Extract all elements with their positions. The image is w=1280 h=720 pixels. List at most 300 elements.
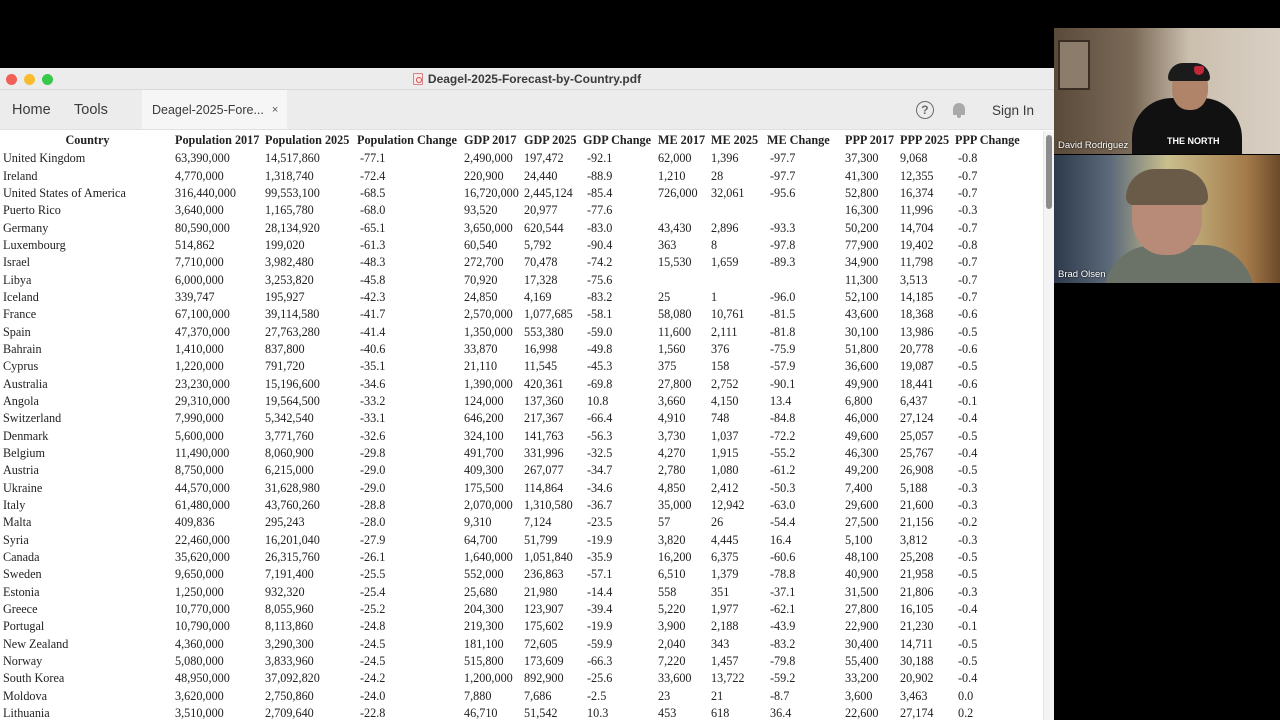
value-cell: 1,350,000 (464, 324, 513, 339)
value-cell: 1 (711, 289, 718, 304)
value-cell: 3,510,000 (175, 706, 224, 720)
value-cell: 3,650,000 (464, 220, 513, 235)
country-cell: Portugal (3, 619, 45, 634)
value-cell: -90.4 (587, 237, 613, 252)
value-cell: 14,704 (900, 220, 934, 235)
value-cell: 7,990,000 (175, 411, 224, 426)
table-row (0, 202, 1035, 219)
value-cell: 5,220 (658, 602, 686, 617)
value-cell: -35.9 (587, 550, 613, 565)
value-cell: 31,628,980 (265, 480, 320, 495)
value-cell (658, 271, 711, 288)
value-cell: 0.0 (958, 688, 974, 703)
country-cell: Syria (3, 532, 29, 547)
value-cell: 21,600 (900, 498, 934, 513)
value-cell: -0.5 (958, 428, 978, 443)
pdf-viewer-window (0, 68, 1054, 720)
value-cell: 420,361 (524, 376, 564, 391)
value-cell: -66.3 (587, 654, 613, 669)
value-cell: -83.0 (587, 220, 613, 235)
value-cell: 646,200 (464, 411, 504, 426)
value-cell: 1,200,000 (464, 671, 513, 686)
country-cell: Puerto Rico (3, 203, 61, 218)
value-cell: 552,000 (464, 567, 504, 582)
value-cell: -32.5 (587, 446, 613, 461)
value-cell: -88.9 (587, 168, 613, 183)
value-cell: -0.5 (958, 636, 978, 651)
value-cell: -0.3 (958, 584, 978, 599)
maximize-window-button[interactable] (42, 74, 53, 85)
country-cell: Norway (3, 654, 43, 669)
forecast-table (0, 131, 1035, 720)
value-cell: 726,000 (658, 185, 698, 200)
sign-in-button[interactable]: Sign In (991, 102, 1034, 118)
value-cell: -24.5 (360, 636, 386, 651)
value-cell: 217,367 (524, 411, 564, 426)
value-cell: 5,100 (845, 532, 873, 547)
value-cell: 37,300 (845, 151, 879, 166)
value-cell: -0.7 (958, 255, 978, 270)
value-cell: 57 (658, 515, 671, 530)
value-cell: 25,680 (464, 584, 498, 599)
value-cell: 4,150 (711, 393, 739, 408)
value-cell: 51,542 (524, 706, 558, 720)
value-cell: 14,185 (900, 289, 934, 304)
value-cell: 515,800 (464, 654, 504, 669)
value-cell: 1,457 (711, 654, 739, 669)
value-cell: 173,609 (524, 654, 564, 669)
value-cell: -0.3 (958, 532, 978, 547)
value-cell: -28.0 (360, 515, 386, 530)
value-cell: 48,950,000 (175, 671, 230, 686)
value-cell: 3,820 (658, 532, 686, 547)
value-cell: 46,710 (464, 706, 498, 720)
value-cell: -0.5 (958, 654, 978, 669)
value-cell: -57.9 (770, 359, 796, 374)
value-cell: 837,800 (265, 341, 305, 356)
value-cell: 514,862 (175, 237, 215, 252)
value-cell: 4,445 (711, 532, 739, 547)
value-cell: 7,686 (524, 688, 552, 703)
value-cell: 14,517,860 (265, 151, 320, 166)
value-cell: 7,710,000 (175, 255, 224, 270)
column-header: ME 2025 (711, 133, 759, 147)
value-cell: 375 (658, 359, 677, 374)
table-row (0, 705, 1035, 720)
value-cell: 27,124 (900, 411, 934, 426)
tools-tab[interactable]: Tools (74, 101, 108, 118)
value-cell: 13,986 (900, 324, 934, 339)
value-cell: 331,996 (524, 446, 564, 461)
value-cell: 25,208 (900, 550, 934, 565)
scrollbar-thumb[interactable] (1046, 135, 1052, 209)
value-cell: 267,077 (524, 463, 564, 478)
value-cell: -0.4 (958, 411, 978, 426)
value-cell: 1,379 (711, 567, 739, 582)
value-cell: -34.7 (587, 463, 613, 478)
value-cell: -43.9 (770, 619, 796, 634)
country-cell: Angola (3, 393, 39, 408)
table-row (0, 670, 1035, 687)
country-cell: Ireland (3, 168, 38, 183)
country-cell: Lithuania (3, 706, 50, 720)
country-cell: Luxembourg (3, 237, 66, 252)
value-cell: -72.4 (360, 168, 386, 183)
country-cell: Moldova (3, 688, 48, 703)
value-cell: 1,915 (711, 446, 739, 461)
value-cell: 26 (711, 515, 724, 530)
notification-bell-icon[interactable] (952, 102, 966, 118)
value-cell: -25.2 (360, 602, 386, 617)
toolbar-right (916, 90, 1034, 130)
value-cell: -34.6 (587, 480, 613, 495)
value-cell: 1,165,780 (265, 203, 314, 218)
value-cell: 14,711 (900, 636, 934, 651)
help-icon[interactable]: ? (916, 101, 934, 119)
value-cell: -28.8 (360, 498, 386, 513)
value-cell: 21,958 (900, 567, 934, 582)
value-cell: -0.5 (958, 550, 978, 565)
value-cell: 2,896 (711, 220, 739, 235)
value-cell: 52,100 (845, 289, 879, 304)
column-header: ME Change (767, 133, 830, 147)
value-cell: 2,752 (711, 376, 739, 391)
shirt-text: THE NORTH (1167, 136, 1220, 146)
value-cell: -74.2 (587, 255, 613, 270)
value-cell: 49,200 (845, 463, 879, 478)
close-window-button[interactable] (6, 74, 17, 85)
value-cell: -36.7 (587, 498, 613, 513)
value-cell: 0.2 (958, 706, 974, 720)
value-cell (711, 202, 767, 219)
value-cell: -37.1 (770, 584, 796, 599)
country-cell: United Kingdom (3, 151, 86, 166)
value-cell: -75.9 (770, 341, 796, 356)
value-cell: 25,767 (900, 446, 934, 461)
column-header: ME 2017 (658, 133, 706, 147)
country-cell: Bahrain (3, 341, 42, 356)
value-cell: 12,355 (900, 168, 934, 183)
country-cell: Israel (3, 255, 31, 270)
value-cell: 93,520 (464, 203, 498, 218)
value-cell: -49.8 (587, 341, 613, 356)
value-cell: 1,220,000 (175, 359, 224, 374)
country-cell: New Zealand (3, 636, 69, 651)
country-cell: Malta (3, 515, 32, 530)
value-cell: 19,087 (900, 359, 934, 374)
value-cell (767, 202, 845, 219)
window-title (413, 72, 641, 86)
bell-clapper (957, 115, 961, 118)
value-cell: -83.2 (587, 289, 613, 304)
value-cell: -55.2 (770, 446, 796, 461)
minimize-window-button[interactable] (24, 74, 35, 85)
value-cell: 195,927 (265, 289, 305, 304)
participant-tile (1054, 28, 1280, 154)
value-cell: 16,374 (900, 185, 934, 200)
participant-hair (1126, 169, 1208, 205)
value-cell: 620,544 (524, 220, 564, 235)
value-cell: -63.0 (770, 498, 796, 513)
value-cell: -33.2 (360, 393, 386, 408)
table-row (0, 185, 1035, 202)
value-cell: 3,833,960 (265, 654, 314, 669)
value-cell: 7,124 (524, 515, 552, 530)
value-cell: 351 (711, 584, 730, 599)
value-cell: 409,300 (464, 463, 504, 478)
value-cell (711, 271, 767, 288)
value-cell: 2,780 (658, 463, 686, 478)
value-cell: 1,390,000 (464, 376, 513, 391)
value-cell: 64,700 (464, 532, 498, 547)
value-cell: -29.0 (360, 480, 386, 495)
value-cell: 1,080 (711, 463, 739, 478)
value-cell: -56.3 (587, 428, 613, 443)
value-cell: 11,996 (900, 203, 934, 218)
value-cell: 23 (658, 688, 671, 703)
value-cell: -24.0 (360, 688, 386, 703)
value-cell: 28 (711, 168, 724, 183)
value-cell: -95.6 (770, 185, 796, 200)
value-cell: 27,800 (658, 376, 692, 391)
value-cell: 23,230,000 (175, 376, 230, 391)
value-cell: -65.1 (360, 220, 386, 235)
value-cell: -27.9 (360, 532, 386, 547)
value-cell: 9,310 (464, 515, 492, 530)
value-cell: 51,799 (524, 532, 558, 547)
value-cell: -33.1 (360, 411, 386, 426)
table-row (0, 341, 1035, 358)
value-cell: 16,300 (845, 203, 879, 218)
value-cell: 339,747 (175, 289, 215, 304)
value-cell: -29.8 (360, 446, 386, 461)
value-cell: 197,472 (524, 151, 564, 166)
value-cell: 141,763 (524, 428, 564, 443)
value-cell: 43,430 (658, 220, 692, 235)
value-cell: 20,778 (900, 341, 934, 356)
table-row (0, 532, 1035, 549)
value-cell: 16,720,000 (464, 185, 519, 200)
table-row (0, 323, 1035, 340)
value-cell: 5,342,540 (265, 411, 314, 426)
value-cell: 204,300 (464, 602, 504, 617)
value-cell: -59.0 (587, 324, 613, 339)
vertical-scrollbar[interactable] (1043, 131, 1054, 720)
value-cell: 16,200 (658, 550, 692, 565)
value-cell: -25.5 (360, 567, 386, 582)
value-cell: 6,510 (658, 567, 686, 582)
value-cell: -97.7 (770, 168, 796, 183)
value-cell: 12,942 (711, 498, 745, 513)
value-cell: 3,513 (900, 272, 928, 287)
value-cell: 137,360 (524, 393, 564, 408)
country-cell: United States of America (3, 185, 126, 200)
value-cell: 114,864 (524, 480, 564, 495)
value-cell: 19,564,500 (265, 393, 320, 408)
value-cell: 46,000 (845, 411, 879, 426)
value-cell: 49,600 (845, 428, 879, 443)
wall-picture (1058, 40, 1090, 90)
close-tab-icon[interactable]: × (271, 103, 279, 116)
table-row (0, 393, 1035, 410)
value-cell: 37,092,820 (265, 671, 320, 686)
value-cell: 3,640,000 (175, 203, 224, 218)
value-cell: 2,188 (711, 619, 739, 634)
value-cell: 363 (658, 237, 677, 252)
value-cell: 49,900 (845, 376, 879, 391)
value-cell: 3,771,760 (265, 428, 314, 443)
value-cell: -42.3 (360, 289, 386, 304)
value-cell: -0.1 (958, 619, 978, 634)
country-cell: Australia (3, 376, 48, 391)
value-cell: -0.6 (958, 341, 978, 356)
value-cell: 9,650,000 (175, 567, 224, 582)
country-cell: Denmark (3, 428, 49, 443)
value-cell: 316,440,000 (175, 185, 236, 200)
value-cell: 2,445,124 (524, 185, 573, 200)
value-cell: 892,900 (524, 671, 564, 686)
value-cell: 10,790,000 (175, 619, 230, 634)
value-cell: 6,800 (845, 393, 873, 408)
value-cell: 62,000 (658, 151, 692, 166)
value-cell: 11,490,000 (175, 446, 230, 461)
table-row (0, 497, 1035, 514)
value-cell: -0.4 (958, 671, 978, 686)
table-row (0, 601, 1035, 618)
participant-name: Brad Olsen (1058, 269, 1106, 280)
value-cell: 77,900 (845, 237, 879, 252)
value-cell: 3,730 (658, 428, 686, 443)
value-cell: 33,600 (658, 671, 692, 686)
value-cell: 2,040 (658, 636, 686, 651)
value-cell: 3,253,820 (265, 272, 314, 287)
value-cell: 32,061 (711, 185, 745, 200)
document-tab[interactable] (142, 90, 287, 129)
value-cell: 2,111 (711, 324, 738, 339)
value-cell: 15,530 (658, 255, 692, 270)
value-cell: 24,440 (524, 168, 558, 183)
value-cell: 50,200 (845, 220, 879, 235)
value-cell: -25.6 (587, 671, 613, 686)
value-cell: 31,500 (845, 584, 879, 599)
table-row (0, 445, 1035, 462)
value-cell: 175,602 (524, 619, 564, 634)
value-cell: 8,055,960 (265, 602, 314, 617)
value-cell: -23.5 (587, 515, 613, 530)
value-cell: 28,134,920 (265, 220, 320, 235)
value-cell: -34.6 (360, 376, 386, 391)
value-cell: 13,722 (711, 671, 745, 686)
value-cell: -85.4 (587, 185, 613, 200)
table-row (0, 566, 1035, 583)
value-cell: 21,156 (900, 515, 934, 530)
value-cell: 55,400 (845, 654, 879, 669)
table-row (0, 254, 1035, 271)
value-cell (767, 271, 845, 288)
value-cell: 19,402 (900, 237, 934, 252)
value-cell: 5,792 (524, 237, 552, 252)
value-cell: 4,270 (658, 446, 686, 461)
column-header: Country (65, 133, 110, 147)
value-cell: 27,763,280 (265, 324, 320, 339)
value-cell: -0.4 (958, 446, 978, 461)
country-cell: Belgium (3, 446, 45, 461)
window-controls (6, 74, 53, 85)
column-header: Population 2025 (265, 133, 350, 147)
value-cell: -35.1 (360, 359, 386, 374)
table-row (0, 358, 1035, 375)
pdf-content (0, 131, 1043, 720)
value-cell: 27,800 (845, 602, 879, 617)
value-cell: -32.6 (360, 428, 386, 443)
value-cell: 1,977 (711, 602, 739, 617)
value-cell: 124,000 (464, 393, 504, 408)
value-cell: -54.4 (770, 515, 796, 530)
value-cell: 99,553,100 (265, 185, 320, 200)
value-cell: 4,850 (658, 480, 686, 495)
value-cell: 5,188 (900, 480, 928, 495)
value-cell: 25,057 (900, 428, 934, 443)
value-cell: 22,900 (845, 619, 879, 634)
value-cell: -68.0 (360, 203, 386, 218)
table-row (0, 167, 1035, 184)
value-cell: -8.7 (770, 688, 790, 703)
table-header-row (0, 131, 1035, 150)
value-cell: -90.1 (770, 376, 796, 391)
value-cell: 51,800 (845, 341, 879, 356)
value-cell: 3,812 (900, 532, 928, 547)
value-cell: 1,560 (658, 341, 686, 356)
value-cell: -93.3 (770, 220, 796, 235)
value-cell: 22,600 (845, 706, 879, 720)
value-cell: 1,037 (711, 428, 739, 443)
value-cell: 11,545 (524, 359, 558, 374)
value-cell: 3,900 (658, 619, 686, 634)
value-cell: -24.5 (360, 654, 386, 669)
value-cell: 6,000,000 (175, 272, 224, 287)
value-cell: 48,100 (845, 550, 879, 565)
table-row (0, 480, 1035, 497)
value-cell: 44,570,000 (175, 480, 230, 495)
value-cell: -39.4 (587, 602, 613, 617)
value-cell: 8,060,900 (265, 446, 314, 461)
country-cell: Italy (3, 498, 26, 513)
table-body (0, 150, 1035, 720)
value-cell: 295,243 (265, 515, 305, 530)
value-cell: 58,080 (658, 307, 692, 322)
value-cell: 5,600,000 (175, 428, 224, 443)
table-row (0, 618, 1035, 635)
value-cell: 24,850 (464, 289, 498, 304)
country-cell: Spain (3, 324, 31, 339)
value-cell: 80,590,000 (175, 220, 230, 235)
value-cell: -0.8 (958, 237, 978, 252)
value-cell: 3,290,300 (265, 636, 314, 651)
value-cell: 16,105 (900, 602, 934, 617)
value-cell: 932,320 (265, 584, 305, 599)
value-cell: 21,230 (900, 619, 934, 634)
value-cell: 20,902 (900, 671, 934, 686)
value-cell: 791,720 (265, 359, 305, 374)
value-cell: -0.2 (958, 515, 978, 530)
column-header: GDP 2025 (524, 133, 577, 147)
value-cell: -96.0 (770, 289, 796, 304)
home-tab[interactable]: Home (12, 101, 51, 118)
table-row (0, 653, 1035, 670)
value-cell: 376 (711, 341, 730, 356)
value-cell: 343 (711, 636, 730, 651)
value-cell: -75.6 (587, 272, 613, 287)
